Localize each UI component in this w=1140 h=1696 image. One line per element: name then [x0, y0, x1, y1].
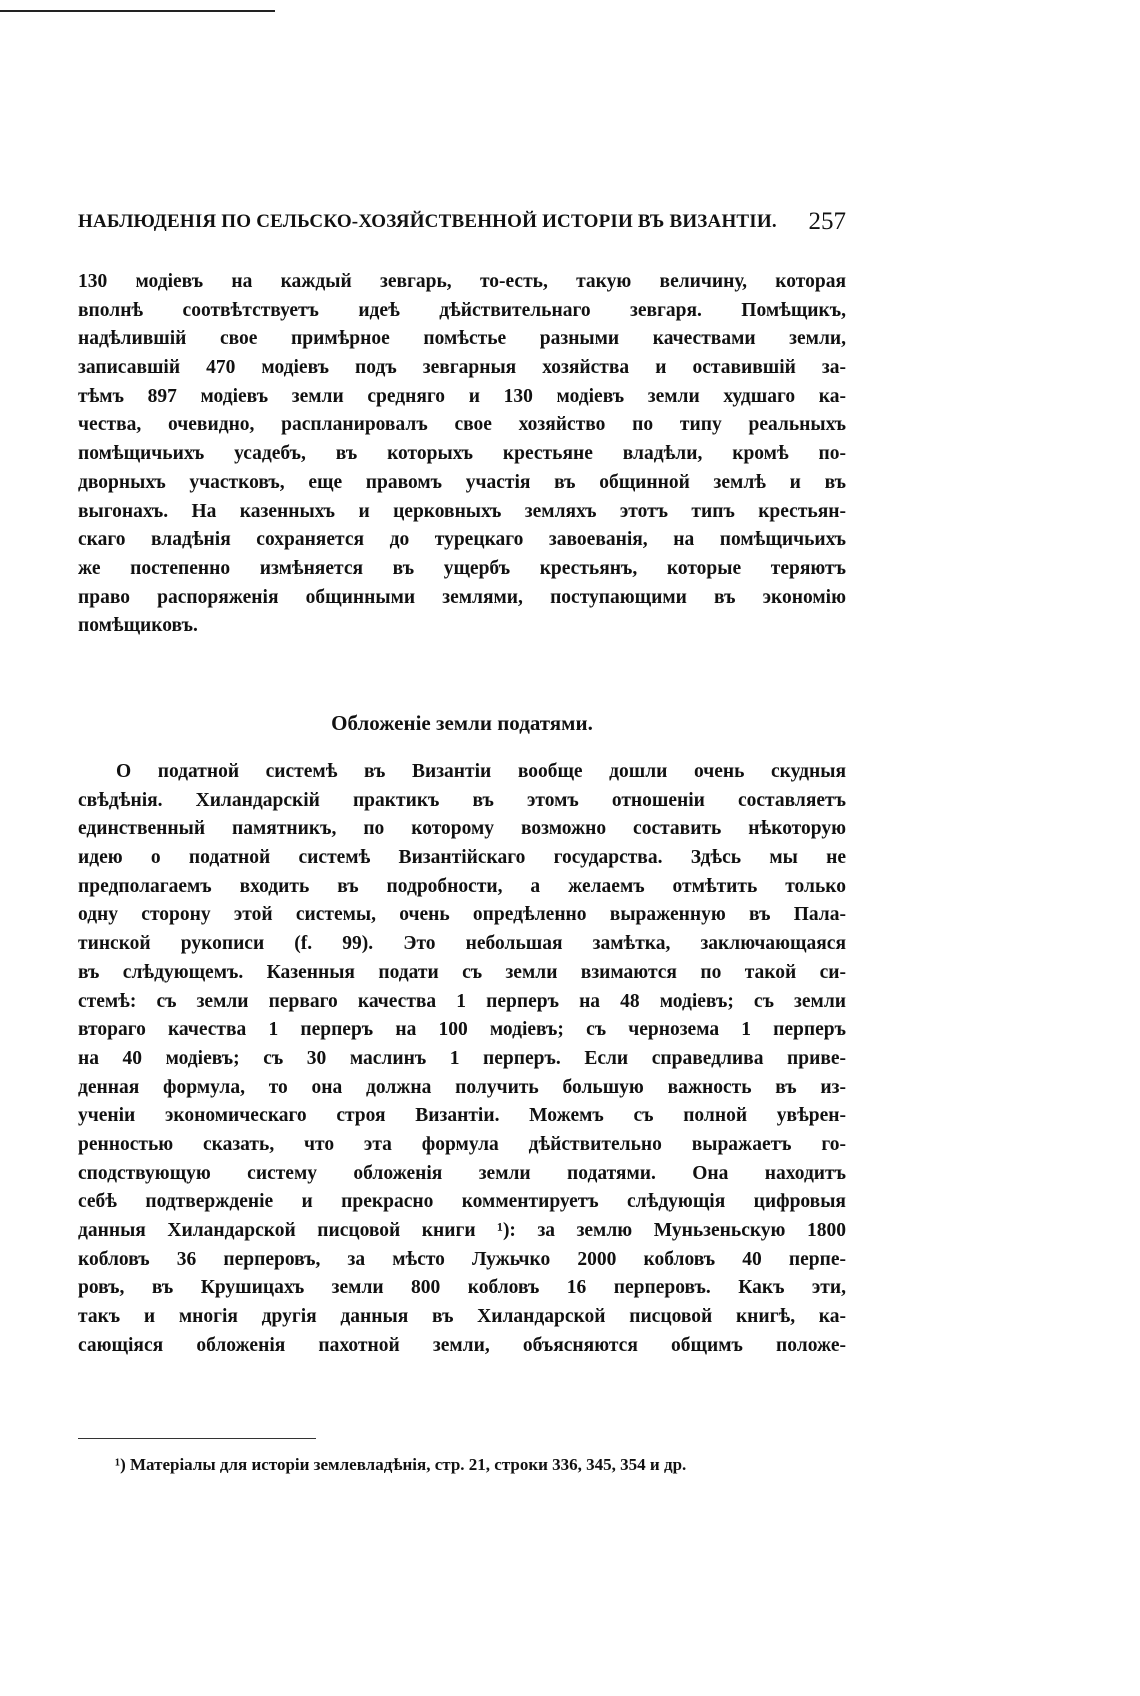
paragraph-line: денная формула, то она должна получить большую важность въ из-	[78, 1076, 846, 1098]
paragraph-line: идею о податной системѣ Византійскаго государства. Здѣсь мы не	[78, 847, 846, 869]
footnote: ¹) Матеріалы для исторіи землевладѣнія, стр. 21, строки 336, 345, 354 и др.	[115, 1455, 687, 1474]
paragraph-line: въ слѣдующемъ. Казенныя подати съ земли взимаются по такой си-	[78, 961, 846, 983]
paragraph-line: втораго качества 1 перперъ на 100 модіевъ; съ чернозема 1 перперъ	[78, 1019, 846, 1041]
paragraph-line: скаго владѣнія сохраняется до турецкаго завоеванія, на помѣщичьихъ	[78, 529, 846, 551]
paragraph-line: ровъ, въ Крушицахъ земли 800 кобловъ 16 перперовъ. Какъ эти,	[78, 1277, 846, 1299]
paragraph-line: кобловъ 36 перперовъ, за мѣсто Лужьчко 2000 кобловъ 40 перпе-	[78, 1248, 846, 1270]
page-number: 257	[808, 208, 846, 235]
paragraph-line: помѣщичьихъ усадебъ, въ которыхъ крестьяне владѣли, кромѣ по-	[78, 443, 846, 465]
paragraph-line: дворныхъ участковъ, еще правомъ участія въ общинной землѣ и въ	[78, 471, 846, 493]
paragraph-line: тѣмъ 897 модіевъ земли средняго и 130 модіевъ земли худшаго ка-	[78, 385, 846, 407]
paragraph-line: записавшій 470 модіевъ подъ зевгарныя хозяйства и оставившій за-	[78, 357, 846, 379]
paragraph-line: право распоряженія общинными землями, поступающими въ экономію	[78, 586, 846, 608]
paragraph-line: помѣщиковъ.	[78, 615, 198, 637]
footnote-rule	[78, 1438, 316, 1439]
running-head-title: НАБЛЮДЕНІЯ ПО СЕЛЬСКО-ХОЗЯЙСТВЕННОЙ ИСТОРІИ ВЪ ВИЗАНТІИ.	[78, 211, 777, 232]
paragraph-line: предполагаемъ входить въ подробности, а желаемъ отмѣтить только	[78, 875, 846, 897]
paragraph-line: такъ и многія другія данныя въ Хиландарской писцовой книгѣ, ка-	[78, 1306, 846, 1328]
paragraph-line: ренностью сказать, что эта формула дѣйствительно выражаетъ го-	[78, 1133, 846, 1155]
paragraph-line: стемѣ: съ земли перваго качества 1 перперъ на 48 модіевъ; съ земли	[78, 990, 846, 1012]
paragraph-main	[78, 758, 846, 1360]
paragraph-line: О податной системѣ въ Византіи вообще дошли очень скудныя	[116, 761, 846, 782]
paragraph-line: выгонахъ. На казенныхъ и церковныхъ земляхъ этотъ типъ крестьян-	[78, 500, 846, 522]
paragraph-line: единственный памятникъ, по которому возможно составить нѣкоторую	[78, 818, 846, 840]
paragraph-line: одну сторону этой системы, очень опредѣленно выраженную въ Пала-	[78, 904, 846, 926]
paragraph-line: на 40 модіевъ; съ 30 маслинъ 1 перперъ. Если справедлива приве-	[78, 1047, 846, 1069]
running-head	[78, 205, 846, 239]
paragraph-line: свѣдѣнія. Хиландарскій практикъ въ этомъ отношеніи составляетъ	[78, 789, 846, 811]
paragraph-line: тинской рукописи (f. 99). Это небольшая замѣтка, заключающаяся	[78, 933, 846, 955]
paragraph-line: себѣ подтвержденіе и прекрасно комментируетъ слѣдующія цифровыя	[78, 1191, 846, 1213]
paragraph-line: же постепенно измѣняется въ ущербъ крестьянъ, которые теряютъ	[78, 557, 846, 579]
paragraph-line: вполнѣ соотвѣтствуетъ идеѣ дѣйствительнаго зевгаря. Помѣщикъ,	[78, 299, 846, 321]
paragraph-line: сподствующую систему обложенія земли податями. Она находитъ	[78, 1162, 846, 1184]
paragraph-line: надѣлившій свое примѣрное помѣстье разными качествами земли,	[78, 328, 846, 350]
section-heading: Обложеніе земли податями.	[331, 711, 593, 735]
paragraph-line: ученіи экономическаго строя Византіи. Можемъ съ полной увѣрен-	[78, 1105, 846, 1127]
paragraph-continued	[78, 268, 846, 641]
paragraph-line: сающіяся обложенія пахотной земли, объясняются общимъ положе-	[78, 1334, 846, 1356]
top-edge-rule	[0, 10, 275, 12]
paragraph-line: 130 модіевъ на каждый зевгарь, то-есть, такую величину, которая	[78, 271, 846, 292]
paragraph-line: данныя Хиландарской писцовой книги ¹): за землю Муньзеньскую 1800	[78, 1220, 846, 1241]
paragraph-line: чества, очевидно, распланировалъ свое хозяйство по типу реальныхъ	[78, 414, 846, 436]
